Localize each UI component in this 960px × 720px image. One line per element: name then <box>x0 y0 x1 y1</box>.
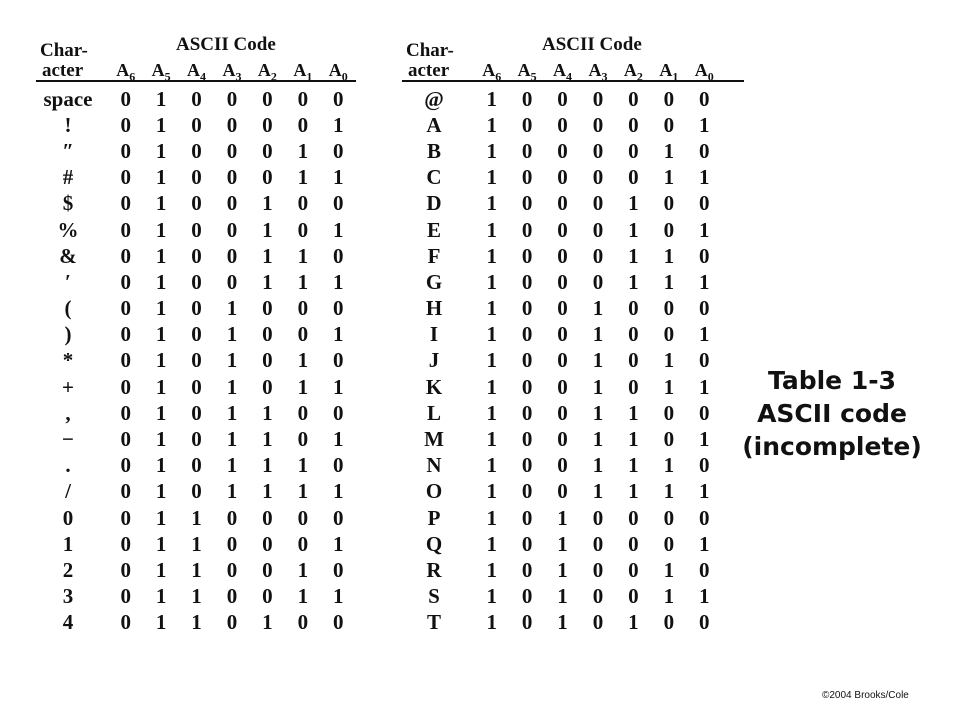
character-cell: space <box>43 86 93 111</box>
code-bits: 0 1 0 1 1 0 0 <box>120 400 344 425</box>
bit-header: $A_0$ <box>328 60 348 84</box>
character-cell: 1 <box>62 531 74 556</box>
copyright-credit: ©2004 Brooks/Cole <box>822 690 909 701</box>
bit-header: $A_6$ <box>482 60 502 84</box>
character-cell: ″ <box>62 138 74 163</box>
code-bits: 0 1 0 0 1 1 1 <box>120 269 344 294</box>
character-cell: 0 <box>62 505 74 530</box>
table-row <box>36 348 356 374</box>
table-header-top <box>36 34 356 61</box>
bit-header: $A_3$ <box>222 60 242 84</box>
code-bits: 0 1 1 0 1 0 0 <box>120 610 344 635</box>
code-bits: 0 1 0 1 0 0 1 <box>120 322 344 347</box>
code-bits: 1 0 0 1 1 0 0 <box>486 400 710 425</box>
table-row <box>36 610 356 636</box>
table-row <box>36 86 356 112</box>
character-cell: # <box>62 165 74 190</box>
character-cell: ) <box>64 322 72 347</box>
bit-header: $A_6$ <box>116 60 136 84</box>
table-row <box>402 505 744 531</box>
table-row <box>36 165 356 191</box>
table-body <box>36 86 356 636</box>
code-bits: 0 1 0 0 1 0 0 <box>120 191 344 216</box>
code-bits: 1 0 1 0 0 1 1 <box>486 584 710 609</box>
table-row <box>402 531 744 557</box>
table-row <box>402 296 744 322</box>
character-cell: ′ <box>65 269 71 294</box>
character-cell: H <box>425 296 443 321</box>
table-row <box>36 557 356 583</box>
table-row <box>36 453 356 479</box>
bit-headers <box>108 60 356 85</box>
character-cell: F <box>427 243 441 268</box>
table-row <box>402 269 744 295</box>
bit-header: $A_2$ <box>257 60 277 84</box>
table-row <box>36 400 356 426</box>
character-cell: & <box>59 243 77 268</box>
code-bits: 0 1 0 1 0 1 0 <box>120 348 344 373</box>
table-row <box>36 426 356 452</box>
character-cell: T <box>426 610 441 635</box>
table-header-bottom <box>36 58 356 82</box>
code-bits: 0 1 0 1 0 1 1 <box>120 374 344 399</box>
character-cell: . <box>65 453 71 478</box>
code-bits: 0 1 0 0 0 1 0 <box>120 138 344 163</box>
table-row <box>36 505 356 531</box>
ascii-code-header: ASCII Code <box>542 34 642 55</box>
bit-header: $A_5$ <box>517 60 537 84</box>
ascii-code-header: ASCII Code <box>176 34 276 55</box>
table-body <box>402 86 744 636</box>
code-bits: 1 0 0 1 0 1 0 <box>486 348 710 373</box>
code-bits: 1 0 0 0 0 0 0 <box>486 86 710 111</box>
character-cell: 2 <box>62 557 74 582</box>
character-cell: N <box>426 453 442 478</box>
table-row <box>36 531 356 557</box>
character-cell: − <box>62 427 74 452</box>
character-cell: B <box>426 138 441 163</box>
character-cell: / <box>65 479 71 504</box>
table-row <box>36 584 356 610</box>
table-row <box>402 348 744 374</box>
code-bits: 1 0 1 0 0 0 1 <box>486 531 710 556</box>
char-header-line1: Char- <box>406 40 454 61</box>
character-cell: % <box>57 217 79 242</box>
character-cell: L <box>426 400 441 425</box>
table-row <box>402 191 744 217</box>
character-cell: + <box>62 374 74 399</box>
caption-line-3: (incomplete) <box>742 432 922 461</box>
caption-line-2: ASCII code <box>757 399 907 428</box>
code-bits: 1 0 0 1 0 0 1 <box>486 322 710 347</box>
code-bits: 1 0 0 0 1 0 1 <box>486 217 710 242</box>
character-cell: P <box>427 505 441 530</box>
character-cell: 4 <box>62 610 74 635</box>
code-bits: 0 1 0 0 0 0 0 <box>120 86 344 111</box>
table-row <box>402 165 744 191</box>
table-row <box>36 269 356 295</box>
table-row <box>36 217 356 243</box>
code-bits: 1 0 1 0 0 1 0 <box>486 557 710 582</box>
code-bits: 1 0 0 0 0 1 1 <box>486 165 710 190</box>
table-row <box>402 374 744 400</box>
character-cell: 3 <box>62 584 74 609</box>
character-cell: M <box>424 427 444 452</box>
code-bits: 1 0 0 1 1 0 1 <box>486 427 710 452</box>
character-cell: Q <box>425 531 443 556</box>
table-row <box>36 296 356 322</box>
code-bits: 0 1 0 1 1 1 1 <box>120 479 344 504</box>
table-row <box>402 584 744 610</box>
bit-header: $A_0$ <box>694 60 714 84</box>
table-row <box>402 243 744 269</box>
code-bits: 1 0 0 0 0 1 0 <box>486 138 710 163</box>
code-bits: 1 0 0 1 1 1 0 <box>486 453 710 478</box>
code-bits: 1 0 0 1 0 0 0 <box>486 296 710 321</box>
code-bits: 0 1 1 0 0 0 1 <box>120 531 344 556</box>
bit-headers <box>474 60 722 85</box>
bit-header: $A_1$ <box>659 60 679 84</box>
character-cell: R <box>426 557 442 582</box>
table-row <box>402 112 744 138</box>
code-bits: 0 1 1 0 0 1 0 <box>120 557 344 582</box>
character-cell: I <box>429 322 439 347</box>
table-row <box>402 400 744 426</box>
table-row <box>36 374 356 400</box>
character-cell: C <box>426 165 442 190</box>
table-row <box>402 138 744 164</box>
character-cell: @ <box>424 86 444 111</box>
bit-header: $A_2$ <box>623 60 643 84</box>
code-bits: 0 1 0 0 0 0 1 <box>120 112 344 137</box>
table-row <box>402 322 744 348</box>
character-cell: D <box>426 191 442 216</box>
code-bits: 0 1 1 0 0 0 0 <box>120 505 344 530</box>
character-cell: K <box>425 374 443 399</box>
caption-line-1: Table 1-3 <box>768 366 896 395</box>
code-bits: 0 1 0 1 0 0 0 <box>120 296 344 321</box>
table-row <box>36 479 356 505</box>
character-cell: G <box>425 269 443 294</box>
code-bits: 1 0 0 0 1 0 0 <box>486 191 710 216</box>
code-bits: 0 1 1 0 0 1 1 <box>120 584 344 609</box>
code-bits: 1 0 0 1 0 1 1 <box>486 374 710 399</box>
character-cell: A <box>426 112 442 137</box>
character-cell: * <box>62 348 74 373</box>
code-bits: 0 1 0 1 1 0 1 <box>120 427 344 452</box>
table-header-bottom <box>402 58 744 82</box>
bit-header: $A_5$ <box>151 60 171 84</box>
table-row <box>36 112 356 138</box>
table-row <box>402 479 744 505</box>
code-bits: 0 1 0 0 0 1 1 <box>120 165 344 190</box>
character-cell: O <box>425 479 443 504</box>
bit-header: $A_4$ <box>553 60 573 84</box>
character-cell: ( <box>64 296 72 321</box>
table-row <box>402 610 744 636</box>
table-row <box>402 217 744 243</box>
table-row <box>36 138 356 164</box>
character-cell: E <box>426 217 441 242</box>
table-header-top <box>402 34 744 61</box>
table-caption <box>722 364 942 463</box>
code-bits: 1 0 1 0 1 0 0 <box>486 610 710 635</box>
code-bits: 1 0 0 0 1 1 1 <box>486 269 710 294</box>
table-row <box>36 322 356 348</box>
table-row <box>36 243 356 269</box>
ascii-table-right <box>402 34 744 636</box>
char-header-line2: acter <box>408 60 450 81</box>
ascii-table-left <box>36 34 356 636</box>
table-row <box>402 426 744 452</box>
code-bits: 0 1 0 0 1 1 0 <box>120 243 344 268</box>
character-cell: $ <box>62 191 74 216</box>
table-row <box>36 191 356 217</box>
code-bits: 0 1 0 1 1 1 0 <box>120 453 344 478</box>
char-header-line1: Char- <box>40 40 88 61</box>
code-bits: 1 0 0 1 1 1 1 <box>486 479 710 504</box>
table-row <box>402 453 744 479</box>
code-bits: 1 0 0 0 0 0 1 <box>486 112 710 137</box>
table-row <box>402 557 744 583</box>
character-cell: , <box>65 400 71 425</box>
code-bits: 0 1 0 0 1 0 1 <box>120 217 344 242</box>
character-cell: J <box>428 348 440 373</box>
code-bits: 1 0 0 0 1 1 0 <box>486 243 710 268</box>
bit-header: $A_4$ <box>187 60 207 84</box>
character-cell: ! <box>64 112 72 137</box>
bit-header: $A_3$ <box>588 60 608 84</box>
table-row <box>402 86 744 112</box>
char-header-line2: acter <box>42 60 84 81</box>
character-cell: S <box>428 584 440 609</box>
bit-header: $A_1$ <box>293 60 313 84</box>
code-bits: 1 0 1 0 0 0 0 <box>486 505 710 530</box>
